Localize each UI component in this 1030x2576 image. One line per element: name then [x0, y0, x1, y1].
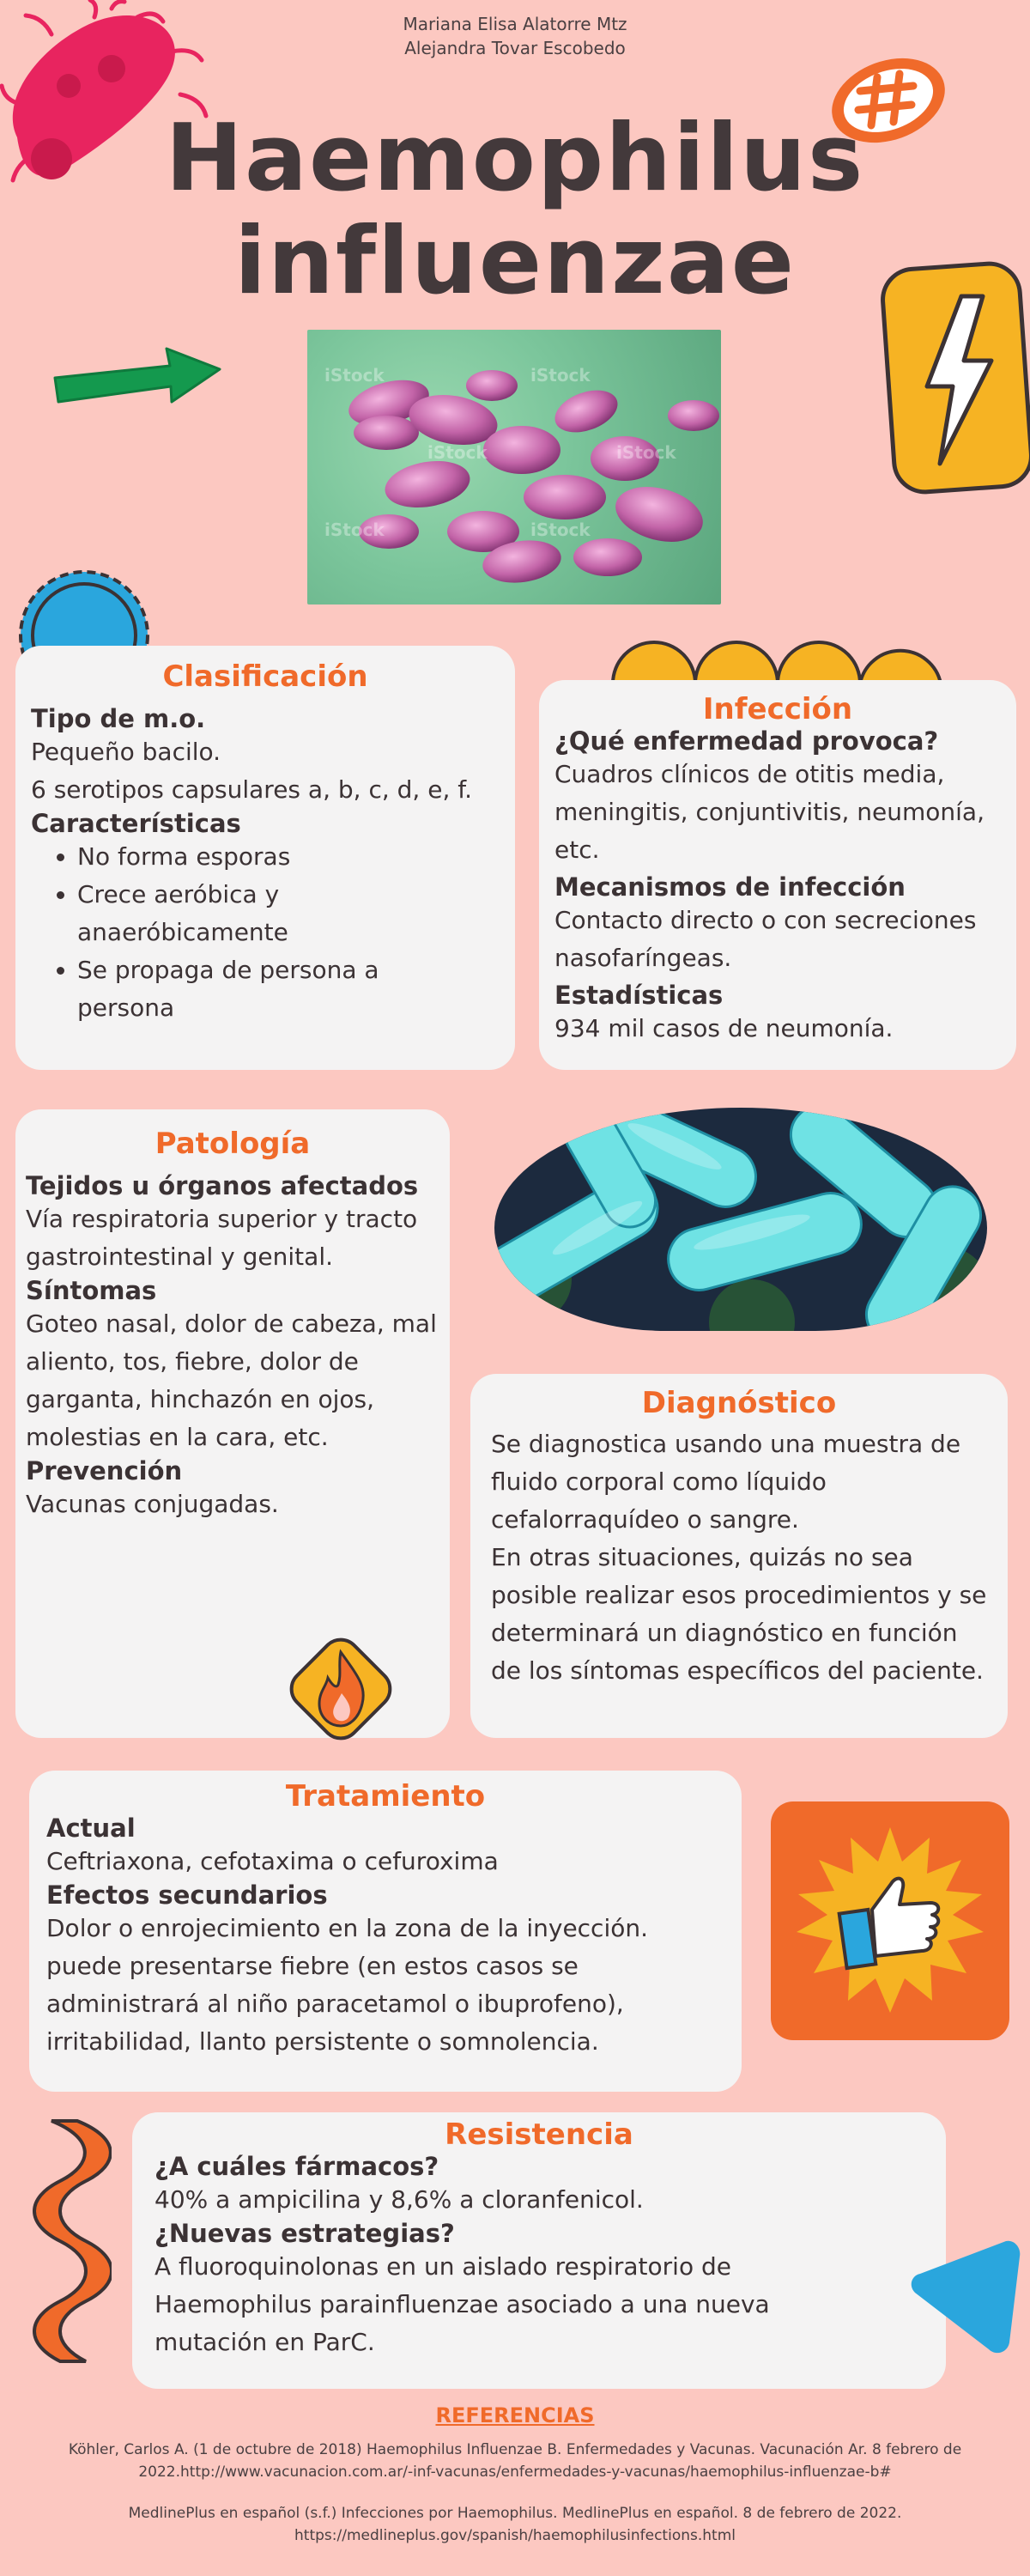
list-item: • Crece aeróbica y anaeróbicamente [77, 876, 300, 951]
text: En otras situaciones, quizás no sea posible realizar esos procedimientos y se determinará un diagnóstico en función de los síntomas específicos del paciente. [491, 1543, 987, 1685]
section-heading: Características [31, 809, 241, 838]
section-heading: ¿Qué enfermedad provoca? [554, 726, 939, 756]
text: A fluoroquinolonas en un aislado respiratorio de Haemophilus parainfluenzae asociado a una nueva mutación en ParC. [154, 2252, 770, 2356]
author-2: Alejandra Tovar Escobedo [404, 38, 626, 58]
section-heading: Estadísticas [554, 981, 724, 1010]
section-heading: ¿A cuáles fármacos? [154, 2152, 439, 2181]
watermark: iStock [427, 442, 488, 463]
card-title: Infección [702, 692, 853, 726]
bacteria-sem-image [494, 1108, 987, 1331]
text: Goteo nasal, dolor de cabeza, mal aliento, tos, fiebre, dolor de garganta, hinchazón en ojos, molestias en la cara, etc. [26, 1309, 437, 1451]
watermark: iStock [324, 365, 385, 386]
lightning-icon [880, 258, 1030, 498]
text: 40% a ampicilina y 8,6% a cloranfenicol. [154, 2185, 644, 2214]
watermark: iStock [324, 519, 385, 540]
reference-item: Köhler, Carlos A. (1 de octubre de 2018) Haemophilus Influenzae B. Enfermedades y Vacunas. Vacunación Ar. 8 febrero de 2022.http://www.vacunacion.com.ar/-inf-vacunas/enfermedades-y-vacunas/haemophilus-influenzae-b# [68, 2441, 962, 2481]
arrow-icon [50, 337, 226, 414]
card-title: Patología [154, 1127, 311, 1161]
references [52, 2404, 978, 2566]
text: Ceftriaxona, cefotaxima o cefuroxima [46, 1847, 499, 1875]
thumbs-up-icon [771, 1801, 1009, 2040]
characteristics-list [31, 838, 500, 1027]
watermark: iStock [530, 519, 591, 540]
references-title: REFERENCIAS [435, 2403, 595, 2427]
bacteria-photo [307, 330, 721, 605]
triangle-icon [901, 2233, 1030, 2361]
section-heading: Actual [46, 1814, 136, 1843]
squiggle-icon [26, 2112, 112, 2370]
card-resistencia [132, 2112, 946, 2389]
card-clasificacion [15, 646, 515, 1070]
card-diagnostico [470, 1374, 1008, 1738]
card-infeccion [539, 680, 1016, 1070]
section-heading: Efectos secundarios [46, 1880, 328, 1910]
author-1: Mariana Elisa Alatorre Mtz [403, 14, 627, 34]
text-line: Pequeño bacilo. [31, 738, 221, 766]
card-title: Diagnóstico [641, 1386, 837, 1420]
flame-icon [276, 1625, 405, 1753]
section-heading: Síntomas [26, 1276, 157, 1305]
section-heading: Tejidos u órganos afectados [26, 1171, 419, 1200]
card-title: Resistencia [445, 2117, 633, 2152]
page-title [129, 107, 901, 313]
title-line-2: influenzae [234, 208, 796, 315]
cloud-shape-icon [608, 611, 944, 689]
card-title: Clasificación [162, 659, 368, 694]
section-heading: Mecanismos de infección [554, 872, 906, 902]
section-heading: ¿Nuevas estrategias? [154, 2219, 455, 2248]
text: Cuadros clínicos de otitis media, meningitis, conjuntivitis, neumonía, etc. [554, 760, 985, 864]
watermark: iStock [530, 365, 591, 386]
text: Dolor o enrojecimiento en la zona de la inyección. puede presentarse fiebre (en estos casos se administrará al niño paracetamol o ibuprofeno), irritabilidad, llanto persistente o somnolencia. [46, 1914, 649, 2056]
text: Contacto directo o con secreciones nasofaríngeas. [554, 906, 977, 972]
text-line: 6 serotipos capsulares a, b, c, d, e, f. [31, 775, 472, 804]
text: Vacunas conjugadas. [26, 1490, 279, 1518]
card-title: Tratamiento [285, 1779, 486, 1814]
list-item: • Se propaga de persona a persona [77, 951, 421, 1027]
reference-item: MedlinePlus en español (s.f.) Infecciones por Haemophilus. MedlinePlus en español. 8 de febrero de 2022. https://medlineplus.gov/spanish/haemophilusinfections.html [128, 2505, 902, 2544]
title-line-1: Haemophilus [165, 105, 865, 212]
text: Se diagnostica usando una muestra de fluido corporal como líquido cefalorraquídeo o sangre. [491, 1430, 961, 1534]
section-heading: Prevención [26, 1456, 183, 1485]
watermark: iStock [616, 442, 676, 463]
list-item: • No forma esporas [77, 838, 500, 876]
text: 934 mil casos de neumonía. [554, 1014, 894, 1042]
section-heading: Tipo de m.o. [31, 704, 206, 733]
text: Vía respiratoria superior y tracto gastrointestinal y genital. [26, 1205, 418, 1271]
card-tratamiento [29, 1771, 742, 2092]
